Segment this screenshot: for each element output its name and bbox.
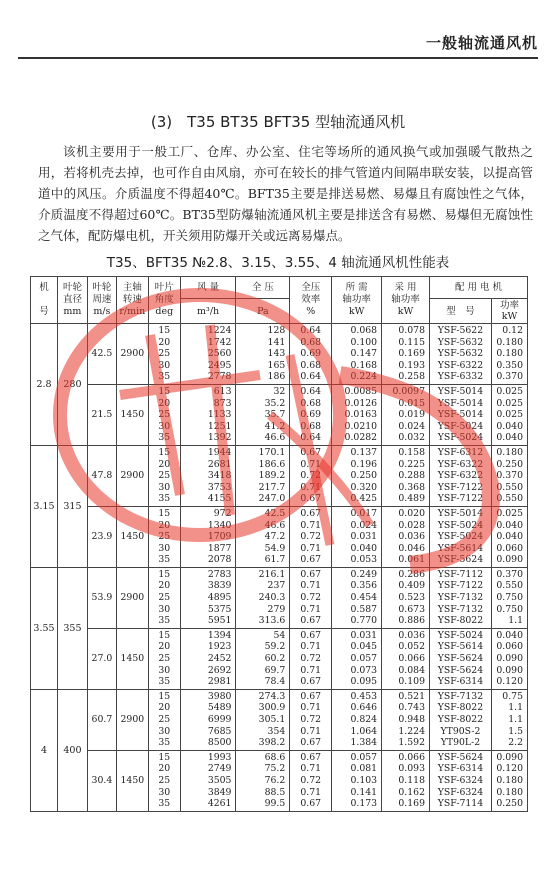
- shaft-power-used-values: 0.0097 0.015 0.019 0.024 0.032: [382, 384, 430, 445]
- pressure-values: 32 35.2 35.7 41.2 46.6: [236, 384, 290, 445]
- efficiency-values: 0.67 0.71 0.72 0.71 0.67: [290, 689, 332, 750]
- header-tip-speed: 叶轮 周速 m/s: [87, 277, 116, 324]
- header-motor-model: 型 号: [430, 299, 492, 324]
- flow-values: 1394 1923 2452 2692 2981: [180, 628, 236, 689]
- motor-power-values: 0.12 0.180 0.180 0.350 0.370: [491, 324, 527, 385]
- shaft-power-used-values: 0.020 0.028 0.036 0.046 0.061: [382, 506, 430, 567]
- flow-values: 3980 5489 6999 7685 8500: [180, 689, 236, 750]
- table-row: [31, 506, 528, 567]
- table-title: T35、BFT35 №2.8、3.15、3.55、4 轴流通风机性能表: [106, 255, 450, 271]
- shaft-power-used-values: 0.078 0.115 0.169 0.193 0.258: [382, 324, 430, 385]
- spindle-speed-cell: 2900: [116, 445, 148, 506]
- header-machine-no: 机 号: [31, 277, 58, 324]
- machine-no-cell: 3.15: [31, 445, 58, 567]
- header-motor-power: 功率 kW: [491, 299, 527, 324]
- shaft-power-used-values: 0.036 0.052 0.066 0.084 0.109: [382, 628, 430, 689]
- spindle-speed-cell: 2900: [116, 689, 148, 750]
- spindle-speed-cell: 2900: [116, 567, 148, 628]
- performance-table-body: [31, 324, 528, 812]
- shaft-power-required-values: 0.453 0.646 0.824 1.064 1.384: [332, 689, 382, 750]
- header-blade-angle: 叶片 角度 deg: [148, 277, 180, 324]
- flow-values: 972 1340 1709 1877 2078: [180, 506, 236, 567]
- shaft-power-required-values: 0.137 0.196 0.250 0.320 0.425: [332, 445, 382, 506]
- tip-speed-cell: 30.4: [87, 750, 116, 811]
- pressure-values: 216.1 237 240.3 279 313.6: [236, 567, 290, 628]
- shaft-power-required-values: 0.068 0.100 0.147 0.168 0.224: [332, 324, 382, 385]
- motor-model-values: YSF-5624 YSF-6314 YSF-6324 YSF-6324 YSF-7114: [430, 750, 492, 811]
- header-spindle-speed: 主轴 转速 r/min: [116, 277, 148, 324]
- motor-model-values: YSF-7112 YSF-7122 YSF-7132 YSF-7132 YSF-8022: [430, 567, 492, 628]
- diameter-cell: 400: [57, 689, 87, 811]
- table-row: [31, 628, 528, 689]
- machine-no-cell: 4: [31, 689, 58, 811]
- motor-power-values: 0.370 0.550 0.750 0.750 1.1: [491, 567, 527, 628]
- pressure-values: 128 141 143 165 186: [236, 324, 290, 385]
- header-pressure: 全 压: [236, 277, 290, 299]
- header-flow: 风 量: [180, 277, 236, 299]
- pressure-values: 170.1 186.6 189.2 217.7 247.0: [236, 445, 290, 506]
- blade-angle-values: 15 20 25 30 35: [148, 324, 180, 385]
- shaft-power-required-values: 0.031 0.045 0.057 0.073 0.095: [332, 628, 382, 689]
- blade-angle-values: 15 20 25 30 35: [148, 689, 180, 750]
- table-row: [31, 445, 528, 506]
- page-header-title: 一般轴流通风机: [425, 34, 538, 52]
- header-rule: [18, 57, 538, 59]
- motor-power-values: 0.75 1.1 1.1 1.5 2.2: [491, 689, 527, 750]
- efficiency-values: 0.67 0.71 0.72 0.71 0.67: [290, 445, 332, 506]
- header-flow-unit: m³/h: [180, 299, 236, 324]
- tip-speed-cell: 47.8: [87, 445, 116, 506]
- tip-speed-cell: 53.9: [87, 567, 116, 628]
- machine-no-cell: 2.8: [31, 324, 58, 446]
- motor-power-values: 0.025 0.025 0.025 0.040 0.040: [491, 384, 527, 445]
- motor-power-values: 0.090 0.120 0.180 0.180 0.250: [491, 750, 527, 811]
- flow-values: 1944 2681 3418 3753 4155: [180, 445, 236, 506]
- blade-angle-values: 15 20 25 30 35: [148, 445, 180, 506]
- tip-speed-cell: 60.7: [87, 689, 116, 750]
- header-shaft-power-required: 所 需 轴功率 kW: [332, 277, 382, 324]
- flow-values: 613 873 1133 1251 1392: [180, 384, 236, 445]
- spindle-speed-cell: 2900: [116, 324, 148, 385]
- blade-angle-values: 15 20 25 30 35: [148, 506, 180, 567]
- spindle-speed-cell: 1450: [116, 750, 148, 811]
- efficiency-values: 0.67 0.71 0.72 0.71 0.67: [290, 628, 332, 689]
- shaft-power-required-values: 0.057 0.081 0.103 0.141 0.173: [332, 750, 382, 811]
- spindle-speed-cell: 1450: [116, 384, 148, 445]
- table-row: [31, 689, 528, 750]
- spindle-speed-cell: 1450: [116, 628, 148, 689]
- description-block: [38, 141, 533, 246]
- section-title: (3) T35 BT35 BFT35 型轴流通风机: [150, 113, 406, 131]
- shaft-power-used-values: 0.521 0.743 0.948 1.224 1.592: [382, 689, 430, 750]
- tip-speed-cell: 42.5: [87, 324, 116, 385]
- motor-power-values: 0.180 0.250 0.370 0.550 0.550: [491, 445, 527, 506]
- blade-angle-values: 15 20 25 30 35: [148, 628, 180, 689]
- motor-model-values: YSF-6312 YSF-6322 YSF-6322 YSF-7122 YSF-7122: [430, 445, 492, 506]
- flow-values: 1993 2749 3505 3849 4261: [180, 750, 236, 811]
- flow-values: 2783 3839 4895 5375 5951: [180, 567, 236, 628]
- table-row: [31, 750, 528, 811]
- shaft-power-required-values: 0.249 0.356 0.454 0.587 0.770: [332, 567, 382, 628]
- motor-power-values: 0.025 0.040 0.040 0.060 0.090: [491, 506, 527, 567]
- motor-model-values: YSF-5024 YSF-5614 YSF-5624 YSF-5624 YSF-6314: [430, 628, 492, 689]
- tip-speed-cell: 21.5: [87, 384, 116, 445]
- spindle-speed-cell: 1450: [116, 506, 148, 567]
- motor-power-values: 0.040 0.060 0.090 0.090 0.120: [491, 628, 527, 689]
- motor-model-values: YSF-5622 YSF-5632 YSF-5632 YSF-6322 YSF-6332: [430, 324, 492, 385]
- blade-angle-values: 15 20 25 30 35: [148, 567, 180, 628]
- motor-model-values: YSF-5014 YSF-5024 YSF-5024 YSF-5614 YSF-5624: [430, 506, 492, 567]
- description-paragraph: 该机主要用于一般工厂、仓库、办公室、住宅等场所的通风换气或加强暖气散热之用，若将机壳去掉，也可作自由风扇，亦可在较长的排气管道内间隔串联安装，以提高管道中的风压。介质温度不得超40℃。BFT35主要是排送易燃、易爆且有腐蚀性之气体，介质温度不得超过60℃。BT35型防爆轴流通风机主要是排送含有易燃、易爆但无腐蚀性之气体，配防爆电机，开关须用防爆开关或远离易爆点。: [38, 144, 533, 243]
- pressure-values: 68.6 75.2 76.2 88.5 99.5: [236, 750, 290, 811]
- motor-model-values: YSF-5014 YSF-5014 YSF-5014 YSF-5024 YSF-5024: [430, 384, 492, 445]
- header-efficiency: 全压 效率 %: [290, 277, 332, 324]
- shaft-power-required-values: 0.0085 0.0126 0.0163 0.0210 0.0282: [332, 384, 382, 445]
- table-row: [31, 324, 528, 385]
- pressure-values: 54 59.2 60.2 69.7 78.4: [236, 628, 290, 689]
- pressure-values: 42.5 46.6 47.2 54.9 61.7: [236, 506, 290, 567]
- efficiency-values: 0.67 0.71 0.72 0.71 0.67: [290, 506, 332, 567]
- machine-no-cell: 3.55: [31, 567, 58, 689]
- shaft-power-used-values: 0.286 0.409 0.523 0.673 0.886: [382, 567, 430, 628]
- blade-angle-values: 15 20 25 30 35: [148, 750, 180, 811]
- table-row: [31, 567, 528, 628]
- header-motor: 配 用 电 机: [430, 277, 528, 299]
- diameter-cell: 280: [57, 324, 87, 446]
- efficiency-values: 0.64 0.68 0.69 0.68 0.64: [290, 384, 332, 445]
- efficiency-values: 0.67 0.71 0.72 0.71 0.67: [290, 750, 332, 811]
- blade-angle-values: 15 20 25 30 35: [148, 384, 180, 445]
- efficiency-values: 0.67 0.71 0.72 0.71 0.67: [290, 567, 332, 628]
- efficiency-values: 0.64 0.68 0.69 0.68 0.64: [290, 324, 332, 385]
- header-diameter: 叶轮 直径 mm: [57, 277, 87, 324]
- shaft-power-used-values: 0.158 0.225 0.288 0.368 0.489: [382, 445, 430, 506]
- header-pressure-unit: Pa: [236, 299, 290, 324]
- tip-speed-cell: 23.9: [87, 506, 116, 567]
- pressure-values: 274.3 300.9 305.1 354 398.2: [236, 689, 290, 750]
- performance-table: [30, 276, 528, 812]
- diameter-cell: 355: [57, 567, 87, 689]
- tip-speed-cell: 27.0: [87, 628, 116, 689]
- shaft-power-required-values: 0.017 0.024 0.031 0.040 0.053: [332, 506, 382, 567]
- diameter-cell: 315: [57, 445, 87, 567]
- table-row: [31, 384, 528, 445]
- shaft-power-used-values: 0.066 0.093 0.118 0.162 0.169: [382, 750, 430, 811]
- header-shaft-power-used: 采 用 轴功率 kW: [382, 277, 430, 324]
- flow-values: 1224 1742 2560 2495 2778: [180, 324, 236, 385]
- motor-model-values: YSF-7132 YSF-8022 YSF-8022 YT90S-2 YT90L-2: [430, 689, 492, 750]
